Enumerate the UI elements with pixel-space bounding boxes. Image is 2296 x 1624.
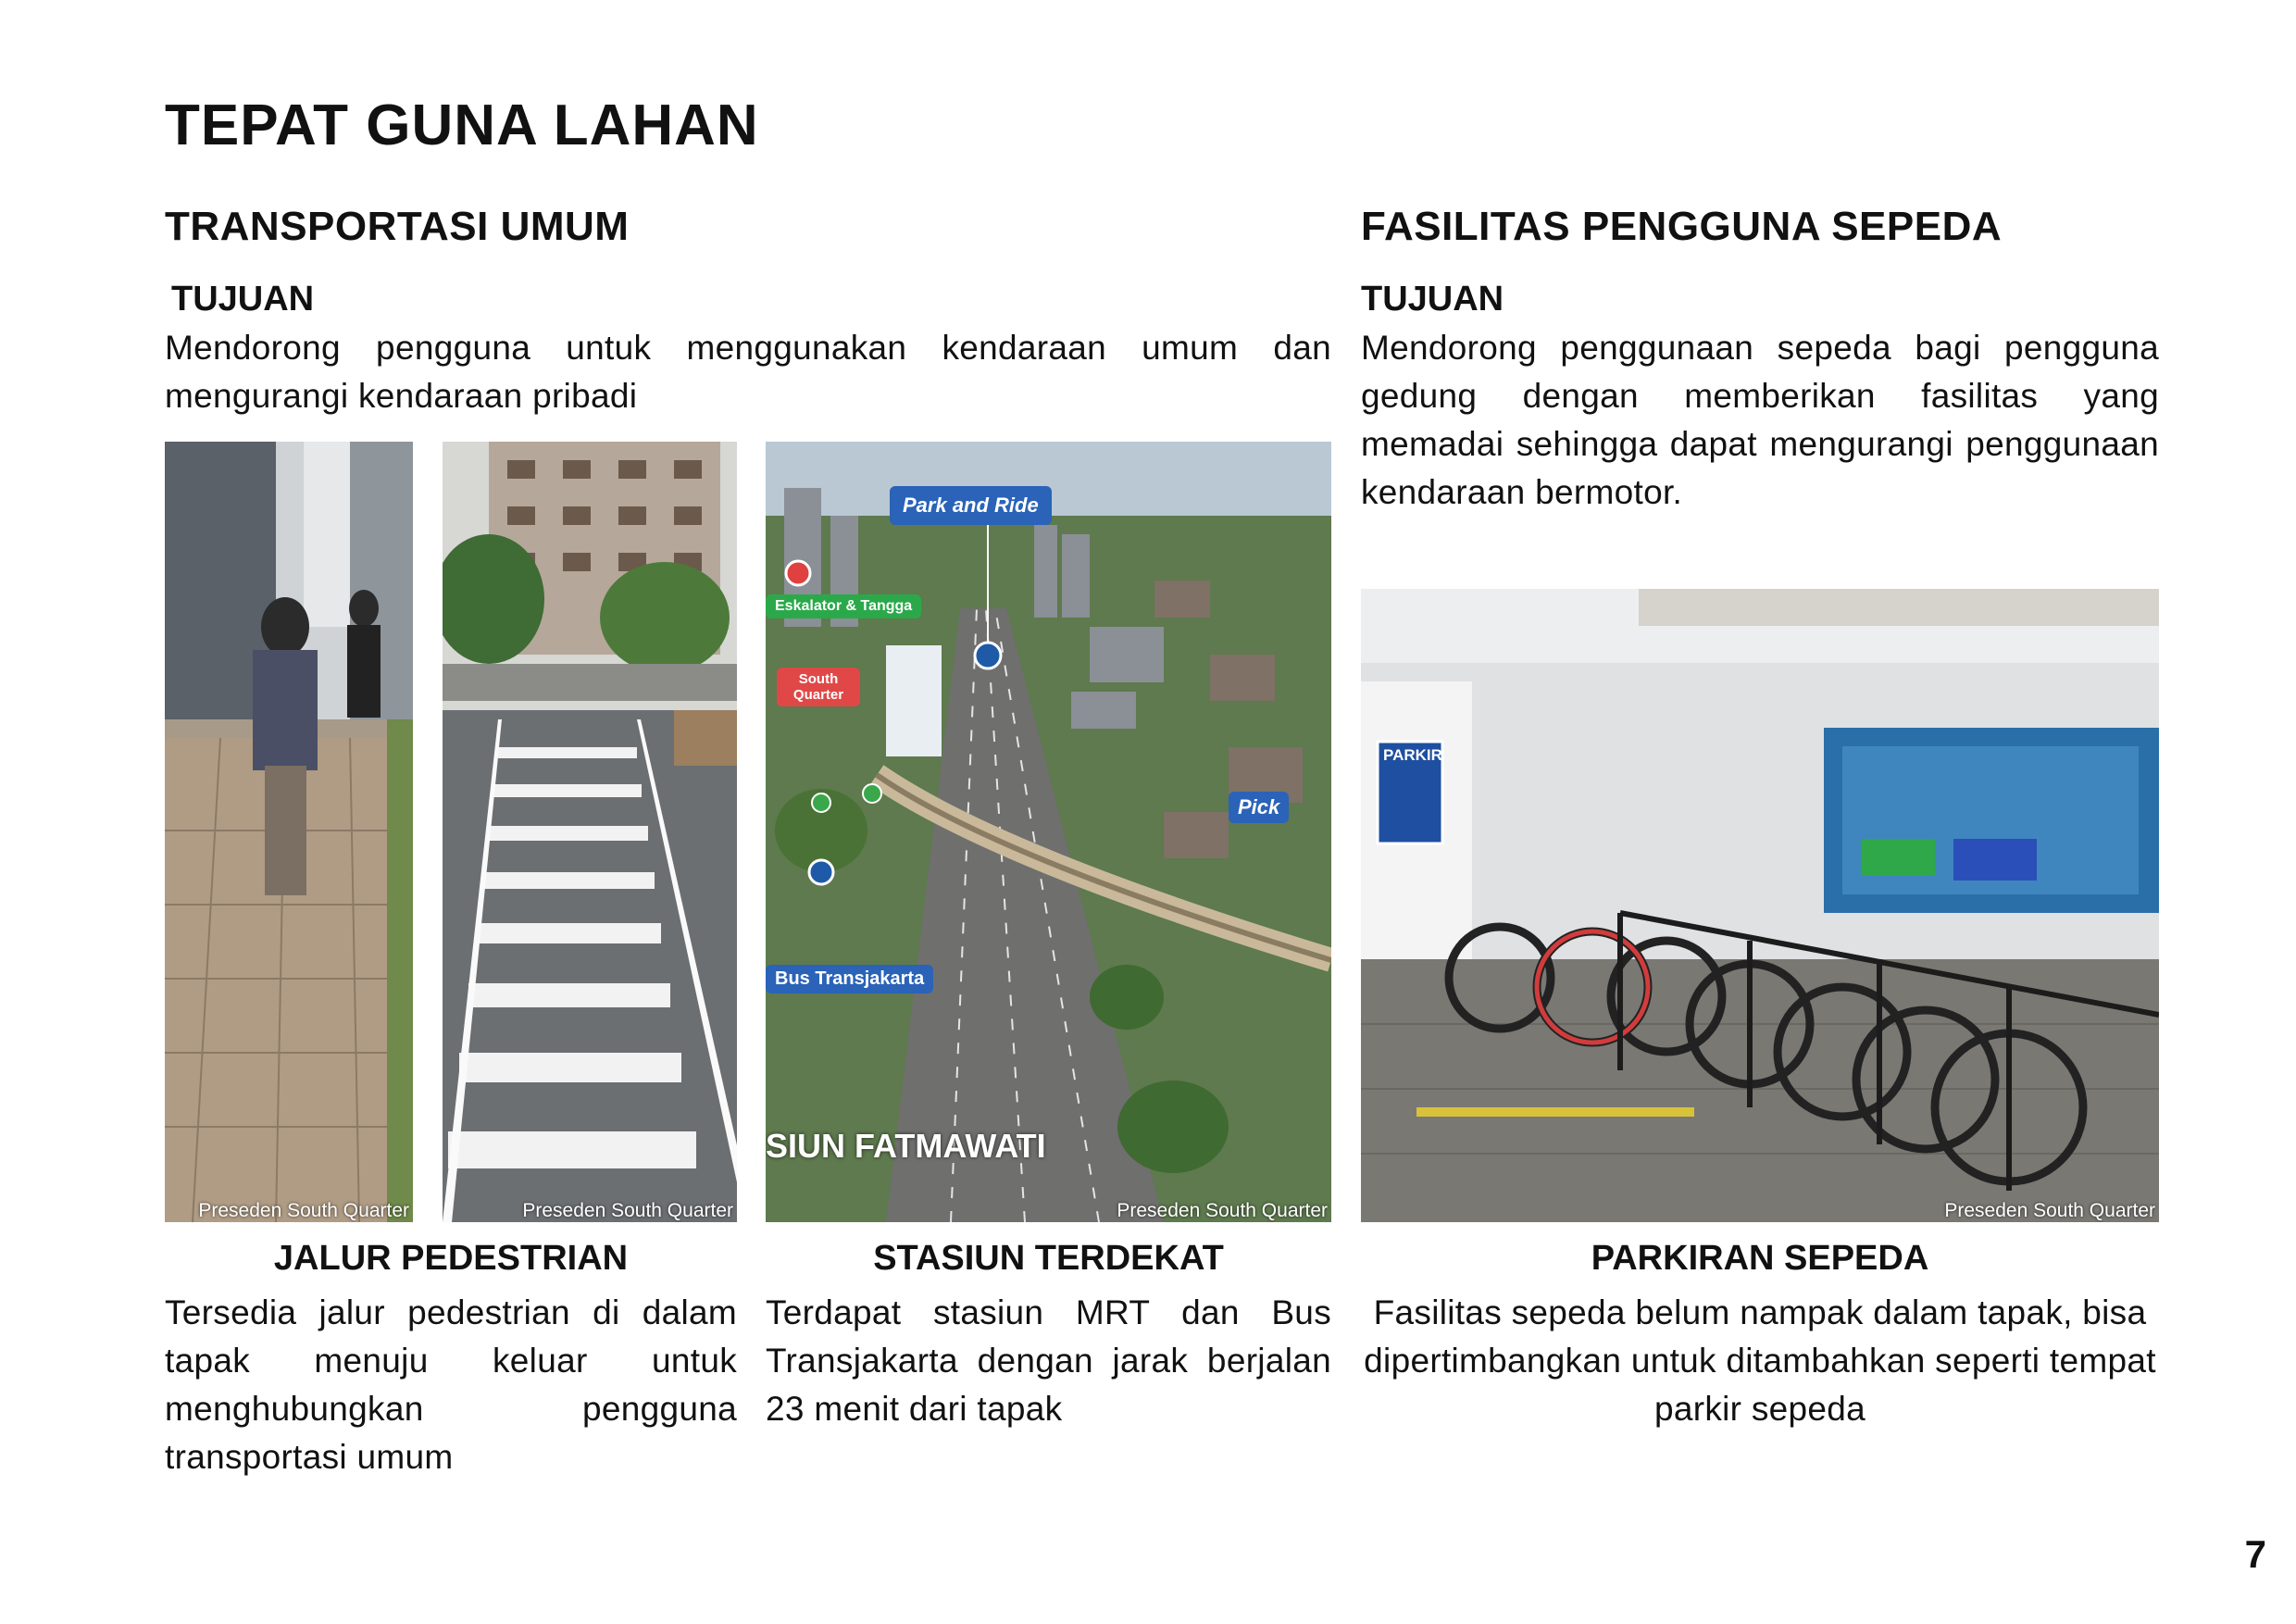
goal-text-transportasi: Mendorong pengguna untuk menggunakan kendaraan umum dan mengurangi kendaraan pribadi: [165, 329, 1331, 415]
bicycle-parking-photo: [1361, 589, 2159, 1222]
photo-credit: Preseden South Quarter: [522, 1200, 733, 1221]
caption-title-bicycle-parking: PARKIRAN SEPEDA: [1591, 1239, 1929, 1278]
section-heading-sepeda: FASILITAS PENGGUNA SEPEDA: [1361, 204, 2003, 249]
photo-credit: Preseden South Quarter: [198, 1200, 409, 1221]
caption-text-bicycle-parking: Fasilitas sepeda belum nampak dalam tapak, bisa dipertimbangkan untuk ditambahkan seperti tempat parkir sepeda: [1364, 1293, 2156, 1428]
station-aerial-photo: [766, 442, 1331, 1222]
photo-credit: Preseden South Quarter: [1117, 1200, 1328, 1221]
goal-label-sepeda: TUJUAN: [1361, 280, 1504, 319]
map-tag-south-quarter: South Quarter: [777, 668, 860, 706]
page-title: TEPAT GUNA LAHAN: [165, 94, 759, 157]
map-station-label: SIUN FATMAWATI: [766, 1127, 1046, 1165]
crosswalk-photo: [443, 442, 737, 1222]
caption-text-station: Terdapat stasiun MRT dan Bus Transjakarta dengan jarak berjalan 23 menit dari tapak: [766, 1293, 1331, 1428]
goal-text-sepeda: Mendorong penggunaan sepeda bagi pengguna gedung dengan memberikan fasilitas yang memadai sehingga dapat mengurangi penggunaan kendaraan bermotor.: [1361, 329, 2159, 511]
map-tag-pick: Pick: [1229, 792, 1289, 823]
goal-label-transportasi: TUJUAN: [171, 280, 315, 319]
photo-credit: Preseden South Quarter: [1944, 1200, 2155, 1221]
caption-title-pedestrian: JALUR PEDESTRIAN: [273, 1239, 629, 1278]
caption-title-station: STASIUN TERDEKAT: [873, 1239, 1224, 1278]
parking-sign-text: PARKIR: [1383, 746, 1442, 764]
caption-text-pedestrian: Tersedia jalur pedestrian di dalam tapak menuju keluar untuk menghubungkan pengguna transportasi umum: [165, 1293, 737, 1476]
section-heading-transportasi: TRANSPORTASI UMUM: [165, 204, 630, 249]
map-tag-bus-transjakarta: Bus Transjakarta: [766, 965, 933, 993]
map-tag-eskalator: Eskalator & Tangga: [766, 594, 921, 618]
map-tag-park-and-ride: Park and Ride: [890, 486, 1052, 525]
pedestrian-photo: [165, 442, 413, 1222]
page-number: 7: [2244, 1532, 2266, 1576]
